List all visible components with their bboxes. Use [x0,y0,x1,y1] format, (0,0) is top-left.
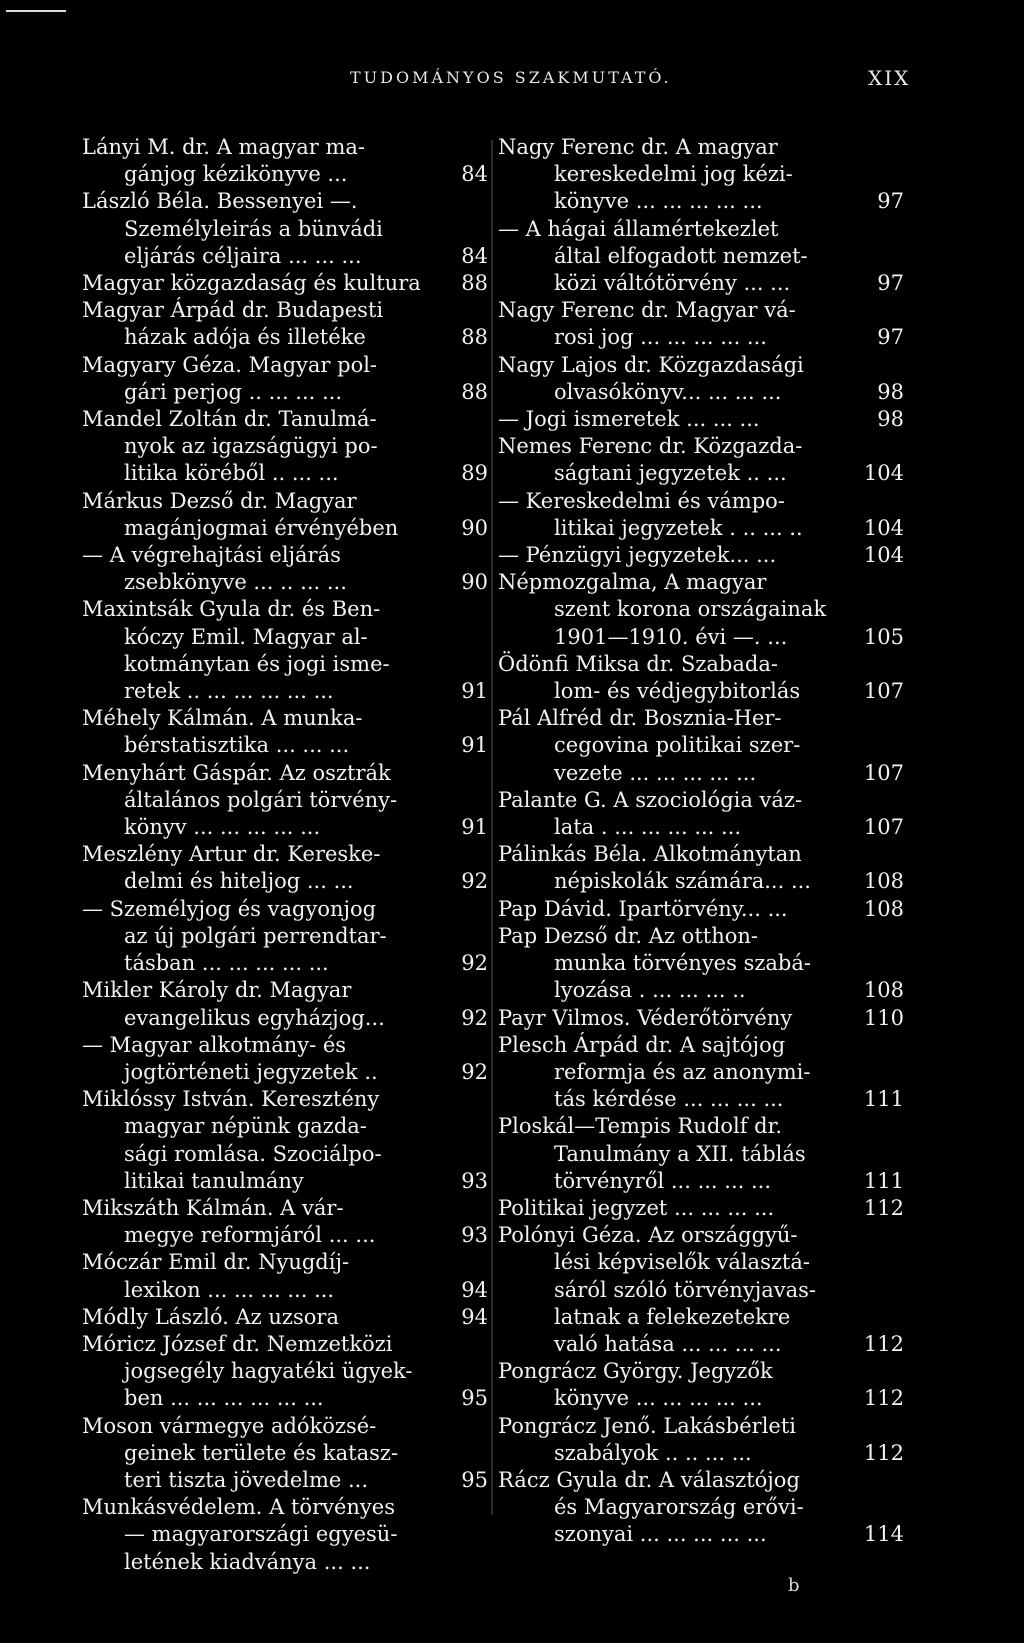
index-entry-line: sági romlása. Szociálpo- [124,1141,382,1166]
index-entry-page: 92 [455,868,488,895]
index-entry-line: Polónyi Géza. Az országgyű- [498,1223,798,1248]
index-entry-line: olvasókönyv... ... ... ... [554,379,782,404]
index-entry [498,787,904,841]
index-entry-page: 114 [858,1521,904,1548]
index-entry-line: Menyhárt Gáspár. Az osztrák [82,760,391,785]
index-entry-line: által elfogadott nemzet- [554,243,808,268]
index-entry-line: jogsegély hagyatéki ügyek- [124,1359,413,1384]
index-entry-page: 108 [858,868,904,895]
index-entry-page: 84 [455,161,488,188]
index-entry-line: házak adója és illetéke [124,325,366,350]
index-entry-page: 94 [455,1277,488,1304]
index-entry-page: 88 [455,379,488,406]
index-entry-line: kereskedelmi jog kézi- [554,162,793,187]
index-entry-line: és Magyarország erővi- [554,1495,804,1520]
index-entry [498,705,904,787]
index-entry [82,977,488,1031]
index-entry [498,1113,904,1195]
index-entry-page: 108 [858,896,904,923]
index-entry-line: — Kereskedelmi és vámpo- [498,488,785,513]
index-entry-page: 93 [455,1222,488,1249]
index-entry-line: Nagy Lajos dr. Közgazdasági [498,352,804,377]
index-entry-line: jogtörténeti jegyzetek .. [124,1059,378,1084]
index-entry-line: — A hágai államértekezlet [498,216,779,241]
index-entry-line: megye reformjáról ... ... [124,1223,376,1248]
index-entry [82,297,488,351]
index-entry-page: 91 [455,678,488,705]
index-entry-line: latnak a felekezetekre [554,1304,791,1329]
index-entry-line: Palante G. A szociológia váz- [498,787,803,812]
index-entry [498,1195,904,1222]
index-entry-line: könyve ... ... ... ... ... [554,1386,763,1411]
index-entry [498,923,904,1005]
index-entry-line: népiskolák számára... ... [554,869,811,894]
index-entry-line: könyve ... ... ... ... ... [554,189,763,214]
index-entry [82,134,488,188]
index-entry [498,297,904,351]
index-entry-line: lom- és védjegybitorlás [554,679,801,704]
index-entry-line: Miklóssy István. Keresztény [82,1087,380,1112]
index-entry-line: Moson vármegye adóközsé- [82,1413,377,1438]
index-entry-line: Mikler Károly dr. Magyar [82,978,352,1003]
index-entry-line: magánjogmai érvényében [124,515,399,540]
index-entry-line: kóczy Emil. Magyar al- [124,624,368,649]
index-entry [82,1086,488,1195]
index-entry-page: 104 [858,542,904,569]
index-entry-line: Meszlény Artur dr. Kereske- [82,842,381,867]
index-entry-line: tás kérdése ... ... ... ... [554,1087,784,1112]
index-entry-line: Pongrácz György. Jegyzők [498,1359,773,1384]
index-entry [498,841,904,895]
index-entry-line: Nemes Ferenc dr. Közgazda- [498,434,803,459]
index-entry [498,134,904,216]
index-entry-page: 97 [871,188,904,215]
index-entry-line: geinek területe és katasz- [124,1440,399,1465]
index-entry-line: bérstatisztika ... ... ... [124,733,350,758]
index-entry-line: — Magyar alkotmány- és [82,1032,347,1057]
index-entry-line: Rácz Gyula dr. A választójog [498,1467,800,1492]
index-entry-line: Pál Alfréd dr. Bosznia-Her- [498,706,782,731]
index-entry-line: könyv ... ... ... ... ... [124,815,321,840]
index-entry-line: lata . ... ... ... ... ... [554,815,742,840]
index-entry-page: 98 [871,406,904,433]
index-entry-page: 97 [871,324,904,351]
index-entry-line: az új polgári perrendtar- [124,923,387,948]
index-entry-line: Ploskál—Tempis Rudolf dr. [498,1114,782,1139]
index-entry-line: teri tiszta jövedelme ... [124,1467,369,1492]
index-entry-line: Ödönfi Miksa dr. Szabada- [498,651,778,676]
index-entry-page: 90 [455,569,488,596]
index-entry-page: 95 [455,1385,488,1412]
index-entry-line: Márkus Dezső dr. Magyar [82,488,357,513]
index-entry [82,270,488,297]
index-entry-page: 112 [858,1195,904,1222]
index-entry-page: 98 [871,379,904,406]
signature-mark: b [788,1575,800,1596]
index-entry [82,896,488,978]
index-entry-line: Maxintsák Gyula dr. és Ben- [82,597,381,622]
index-entry-line: munka törvényes szabá- [554,951,811,976]
index-entry-page: 94 [455,1304,488,1331]
index-entry-line: vezete ... ... ... ... ... [554,760,757,785]
index-entry [498,896,904,923]
index-entry [82,596,488,705]
index-entry-line: Pongrácz Jenő. Lakásbérleti [498,1413,797,1438]
index-entry-page: 111 [858,1168,904,1195]
index-entry-line: Plesch Árpád dr. A sajtójog [498,1032,786,1057]
index-entry-page: 91 [455,732,488,759]
index-entry-line: lyozása . ... ... ... .. [554,978,746,1003]
top-edge-mark [6,10,66,12]
index-entry-line: retek .. ... ... ... ... ... [124,679,334,704]
index-entry-line: delmi és hiteljog ... ... [124,869,354,894]
index-entry-page: 107 [858,814,904,841]
index-entry-line: — Pénzügyi jegyzetek... ... [498,543,777,568]
index-entry-line: — Személyjog és vagyonjog [82,896,377,921]
index-entry-line: Payr Vilmos. Véderőtörvény [498,1005,793,1030]
index-entry [498,1005,904,1032]
index-entry [498,1467,904,1549]
index-entry-page: 105 [858,624,904,651]
index-entry-line: ságtani jegyzetek .. ... [554,461,787,486]
index-entry-line: Méhely Kálmán. A munka- [82,706,363,731]
index-entry [82,1494,488,1576]
running-header [0,68,1024,92]
index-entry-page: 110 [858,1005,904,1032]
index-entry-line: Mandel Zoltán dr. Tanulmá- [82,407,377,432]
index-entry-line: Pálinkás Béla. Alkotmánytan [498,842,802,867]
index-entry-page: 112 [858,1440,904,1467]
index-entry [82,406,488,488]
index-entry-line: Móricz József dr. Nemzetközi [82,1331,393,1356]
index-entry-line: közi váltótörvény ... ... [554,271,791,296]
header-title: TUDOMÁNYOS SZAKMUTATÓ. [350,68,672,87]
index-entry-line: nyok az igazságügyi po- [124,434,378,459]
index-entry [82,1249,488,1303]
index-entry-page: 91 [455,814,488,841]
index-entry [498,488,904,542]
index-entry-line: — Jogi ismeretek ... ... ... [498,407,760,432]
index-entry [82,1331,488,1413]
index-entry-line: letének kiadványa ... ... [124,1549,371,1574]
index-entry [498,433,904,487]
index-entry-page: 95 [455,1467,488,1494]
index-entry-line: cegovina politikai szer- [554,733,801,758]
index-entry-line: eljárás céljaira ... ... ... [124,243,362,268]
index-entry-page: 104 [858,460,904,487]
index-entry [498,1413,904,1467]
index-entry-line: szent korona országainak [554,597,827,622]
index-entry-page: 92 [455,1005,488,1032]
index-left-column [82,134,488,1576]
index-entry-line: rosi jog ... ... ... ... ... [554,325,767,350]
index-entry-line: Módly László. Az uzsora [82,1304,339,1329]
index-entry [82,488,488,542]
index-entry-line: szonyai ... ... ... ... ... [554,1522,767,1547]
index-entry-line: gári perjog .. ... ... ... [124,379,343,404]
index-entry-page: 108 [858,977,904,1004]
index-entry [498,1222,904,1358]
index-entry-line: tásban ... ... ... ... ... [124,951,329,976]
index-entry-line: litikai jegyzetek . .. ... .. [554,515,803,540]
index-entry [498,569,904,651]
index-entry-line: evangelikus egyházjog... [124,1005,385,1030]
index-entry-page: 92 [455,950,488,977]
index-entry-page: 107 [858,678,904,705]
index-entry [498,406,904,433]
index-entry-page: 93 [455,1168,488,1195]
index-entry-line: szabályok .. .. ... ... [554,1440,752,1465]
index-entry [498,1032,904,1114]
index-entry [82,1032,488,1086]
index-entry-line: Pap Dávid. Ipartörvény... ... [498,896,788,921]
index-entry-page: 107 [858,760,904,787]
index-entry [82,841,488,895]
index-entry [498,1358,904,1412]
index-entry [82,542,488,596]
index-entry-line: reformja és az anonymi- [554,1059,811,1084]
index-entry-line: — magyarországi egyesü- [124,1522,398,1547]
index-entry-line: zsebkönyve ... .. ... ... [124,570,347,595]
index-entry [498,352,904,406]
index-entry [82,1413,488,1495]
index-entry-line: Nagy Ferenc dr. Magyar vá- [498,298,796,323]
index-entry [82,705,488,759]
index-entry-line: Móczár Emil dr. Nyugdíj- [82,1250,350,1275]
index-entry [82,760,488,842]
index-entry [82,188,488,270]
index-entry-page: 90 [455,515,488,542]
index-entry-line: Magyary Géza. Magyar pol- [82,352,378,377]
column-divider [491,140,493,1515]
index-entry-line: Személyleirás a bünvádi [124,216,383,241]
index-entry-line: lési képviselők választá- [554,1250,810,1275]
index-entry-line: Lányi M. dr. A magyar ma- [82,135,365,159]
index-entry-line: gánjog kézikönyve ... [124,162,348,187]
index-entry-line: Népmozgalma, A magyar [498,570,767,595]
index-entry-line: Tanulmány a XII. táblás [554,1141,806,1166]
index-entry-line: Nagy Ferenc dr. A magyar [498,135,778,159]
index-entry-line: Munkásvédelem. A törvényes [82,1495,395,1520]
header-page-numeral: XIX [868,66,911,90]
index-entry-page: 112 [858,1331,904,1358]
index-right-column [498,134,904,1549]
index-entry-line: ben ... ... ... ... ... ... [124,1386,324,1411]
index-entry [498,216,904,298]
index-entry-line: 1901—1910. évi —. ... [554,624,788,649]
index-entry-page: 111 [858,1086,904,1113]
index-entry-page: 84 [455,243,488,270]
index-entry-page: 112 [858,1385,904,1412]
index-entry-line: — A végrehajtási eljárás [82,543,341,568]
index-entry [82,1304,488,1331]
index-entry-line: való hatása ... ... ... ... [554,1331,782,1356]
index-entry [498,542,904,569]
index-entry-page: 92 [455,1059,488,1086]
index-entry-line: lexikon ... ... ... ... ... [124,1277,335,1302]
index-entry-line: László Béla. Bessenyei —. [82,189,358,214]
index-entry-line: litikai tanulmány [124,1168,304,1193]
index-entry-page: 89 [455,460,488,487]
index-entry-line: kotmánytan és jogi isme- [124,651,390,676]
index-entry-page: 88 [455,324,488,351]
index-entry-line: magyar népünk gazda- [124,1114,367,1139]
index-entry-page: 88 [455,270,488,297]
index-entry-line: törvényről ... ... ... ... [554,1168,772,1193]
index-entry-line: Magyar közgazdaság és kultura [82,271,421,296]
index-entry [82,352,488,406]
index-entry-line: általános polgári törvény- [124,787,398,812]
index-entry-line: litika köréből .. ... ... [124,461,339,486]
index-entry-page: 104 [858,515,904,542]
index-entry-line: Magyar Árpád dr. Budapesti [82,298,384,323]
index-entry-line: Pap Dezső dr. Az otthon- [498,923,758,948]
index-entry [82,1195,488,1249]
index-entry-line: Mikszáth Kálmán. A vár- [82,1195,344,1220]
index-entry [498,651,904,705]
index-entry-page: 97 [871,270,904,297]
index-entry-line: Politikai jegyzet ... ... ... ... [498,1195,775,1220]
index-entry-line: sáról szóló törvényjavas- [554,1277,816,1302]
